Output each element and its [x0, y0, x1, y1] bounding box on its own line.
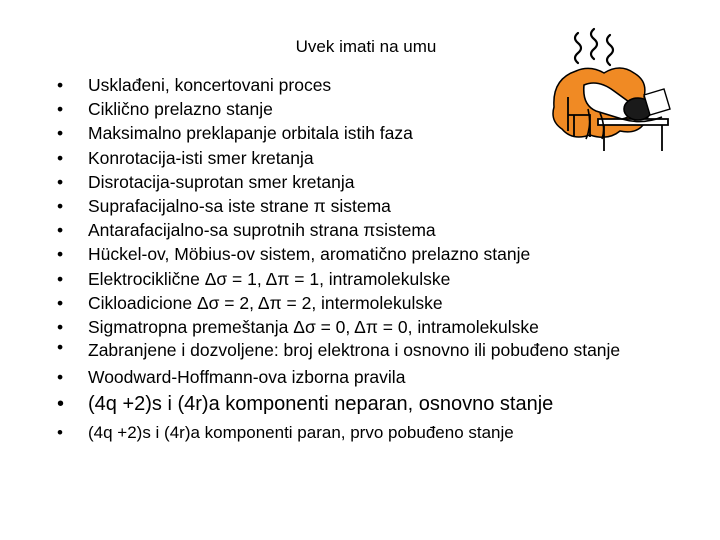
list-item-text: Disrotacija-suprotan smer kretanja: [88, 171, 355, 192]
list-item-text: Cikloadicione Δσ = 2, Δπ = 2, intermolekulske: [88, 292, 443, 313]
list-item-text: Ciklično prelazno stanje: [88, 99, 273, 120]
list-item-text: Konrotacija-isti smer kretanja: [88, 147, 314, 168]
bullet-marker: •: [57, 99, 64, 120]
list-item-text: Sigmatropna premeštanja Δσ = 0, Δπ = 0, intramolekulske: [88, 317, 539, 338]
list-item: [57, 421, 658, 445]
list-item: [57, 315, 658, 339]
list-item: [57, 218, 658, 242]
list-item: [57, 291, 658, 315]
bullet-marker: •: [57, 244, 64, 265]
list-item: [57, 365, 658, 389]
list-item: [57, 339, 658, 365]
bullet-marker: •: [57, 337, 64, 358]
list-item-text: Elektrociklične Δσ = 1, Δπ = 1, intramolekulske: [88, 268, 451, 289]
list-item-text: (4q +2)s i (4r)a komponenti paran, prvo pobuđeno stanje: [88, 423, 514, 443]
list-item-text: Woodward-Hoffmann-ova izborna pravila: [88, 367, 406, 388]
bullet-marker: •: [57, 75, 64, 95]
list-item: [57, 391, 658, 417]
bullet-marker: •: [57, 171, 64, 192]
list-item-text: Zabranjene i dozvoljene: broj elektrona i osnovno ili pobuđeno stanje: [88, 340, 621, 361]
list-item: [57, 242, 658, 266]
list-item-text: Antarafacijalno-sa suprotnih strana πsistema: [88, 220, 436, 241]
bullet-marker: •: [57, 123, 64, 144]
list-item: [57, 170, 658, 194]
list-item-text: Usklađeni, koncertovani proces: [88, 75, 332, 95]
tired-student-clipart: [548, 25, 676, 155]
bullet-marker: •: [57, 268, 64, 289]
bullet-marker: •: [57, 220, 64, 241]
slide-title: Uvek imati na umu: [295, 37, 437, 56]
list-item-text: Suprafacijalno-sa iste strane π sistema: [88, 196, 391, 217]
bullet-marker: •: [57, 367, 64, 388]
bullet-marker: •: [57, 147, 64, 168]
list-item: [57, 194, 658, 218]
bullet-marker: •: [57, 393, 65, 416]
bullet-marker: •: [57, 292, 64, 313]
steam-squiggles-icon: [575, 29, 613, 65]
list-item-text: Maksimalno preklapanje orbitala istih faza: [88, 123, 413, 144]
bullet-marker: •: [57, 317, 64, 338]
bullet-marker: •: [57, 423, 63, 443]
list-item-text: Hückel-ov, Möbius-ov sistem, aromatično prelazno stanje: [88, 244, 531, 265]
list-item-text: (4q +2)s i (4r)a komponenti neparan, osnovno stanje: [88, 393, 554, 416]
bullet-marker: •: [57, 196, 64, 217]
list-item: [57, 267, 658, 291]
